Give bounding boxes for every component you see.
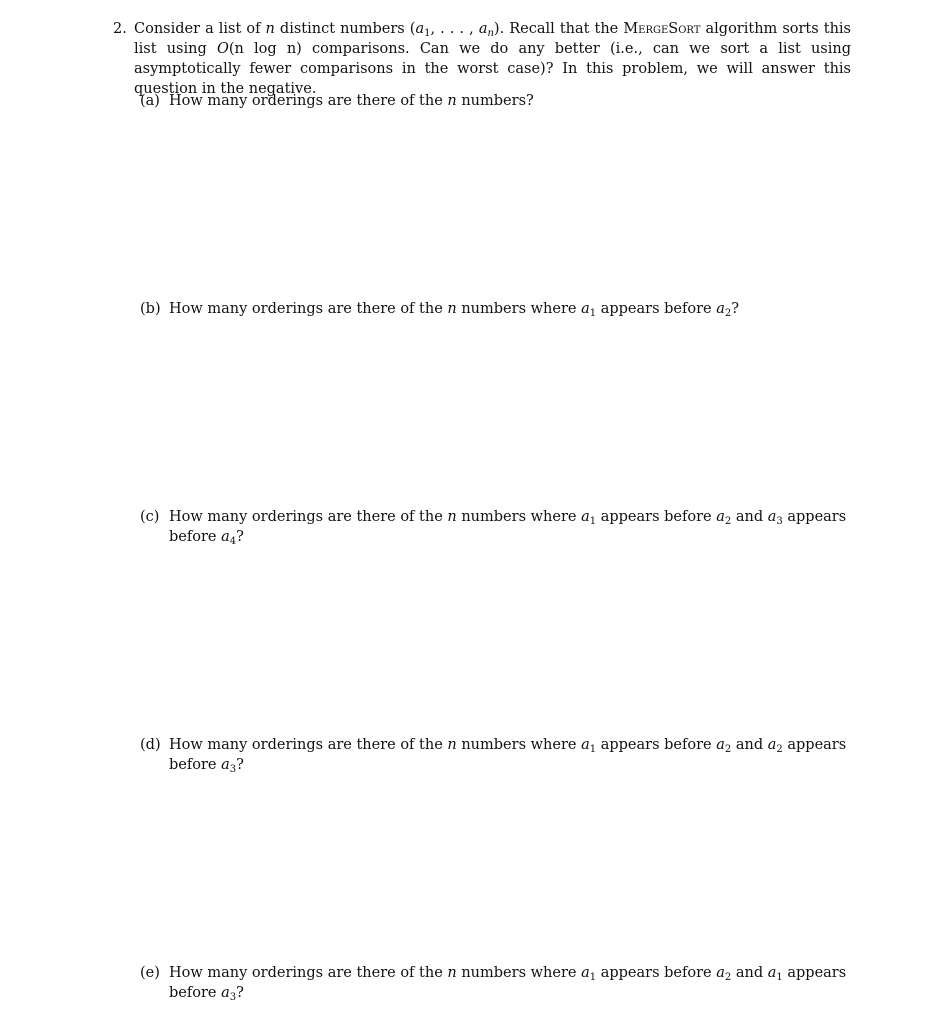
part-question: How many orderings are there of the n numbers where $a_1$ appears before $a_2$ and $a_3$ appears before $a_4$?	[169, 509, 847, 547]
math-subscript: n	[487, 28, 494, 39]
statement-text: Consider a list of	[134, 21, 266, 37]
statement-text: comparisons. Can we do any better (i.e., can we sort a list using asymptotically fewer comparisons in the worst case)? In this problem, we will answer this question in the negative.	[134, 41, 851, 97]
part-question: How many orderings are there of the n numbers where $a_1$ appears before $a_2$ and $a_1$ appears before $a_3$?	[169, 965, 847, 1003]
statement-text: ). Recall that the	[493, 21, 624, 37]
part-a	[140, 91, 852, 111]
statement-text: distinct numbers (	[274, 21, 416, 37]
part-label: (b)	[140, 301, 161, 317]
part-label: (c)	[140, 509, 160, 525]
part-label: (e)	[140, 965, 160, 981]
problem-statement	[134, 19, 851, 99]
part-label: (a)	[140, 93, 160, 109]
math-big-o: O	[216, 41, 229, 57]
statement-text: algorithm sorts this list using	[134, 21, 851, 57]
algorithm-name: MergeSort	[623, 21, 701, 37]
math-var-n: n	[265, 21, 275, 37]
part-d	[140, 735, 852, 775]
part-b	[140, 299, 852, 319]
math-ellipsis: , . . . ,	[430, 21, 479, 37]
part-label: (d)	[140, 737, 161, 753]
math-var-a: a	[415, 21, 425, 37]
part-c	[140, 507, 852, 547]
math-var-a: a	[478, 21, 488, 37]
math-subscript: 1	[424, 28, 431, 39]
part-question: How many orderings are there of the n numbers where $a_1$ appears before $a_2$?	[169, 301, 740, 319]
part-question: How many orderings are there of the n numbers where $a_1$ appears before $a_2$ and $a_2$ appears before $a_3$?	[169, 737, 847, 775]
math-complexity: (n log n)	[228, 41, 302, 57]
problem-2	[113, 19, 851, 99]
part-question: How many orderings are there of the n numbers?	[169, 93, 534, 109]
part-e	[140, 963, 852, 1003]
problem-number: 2.	[113, 21, 127, 37]
